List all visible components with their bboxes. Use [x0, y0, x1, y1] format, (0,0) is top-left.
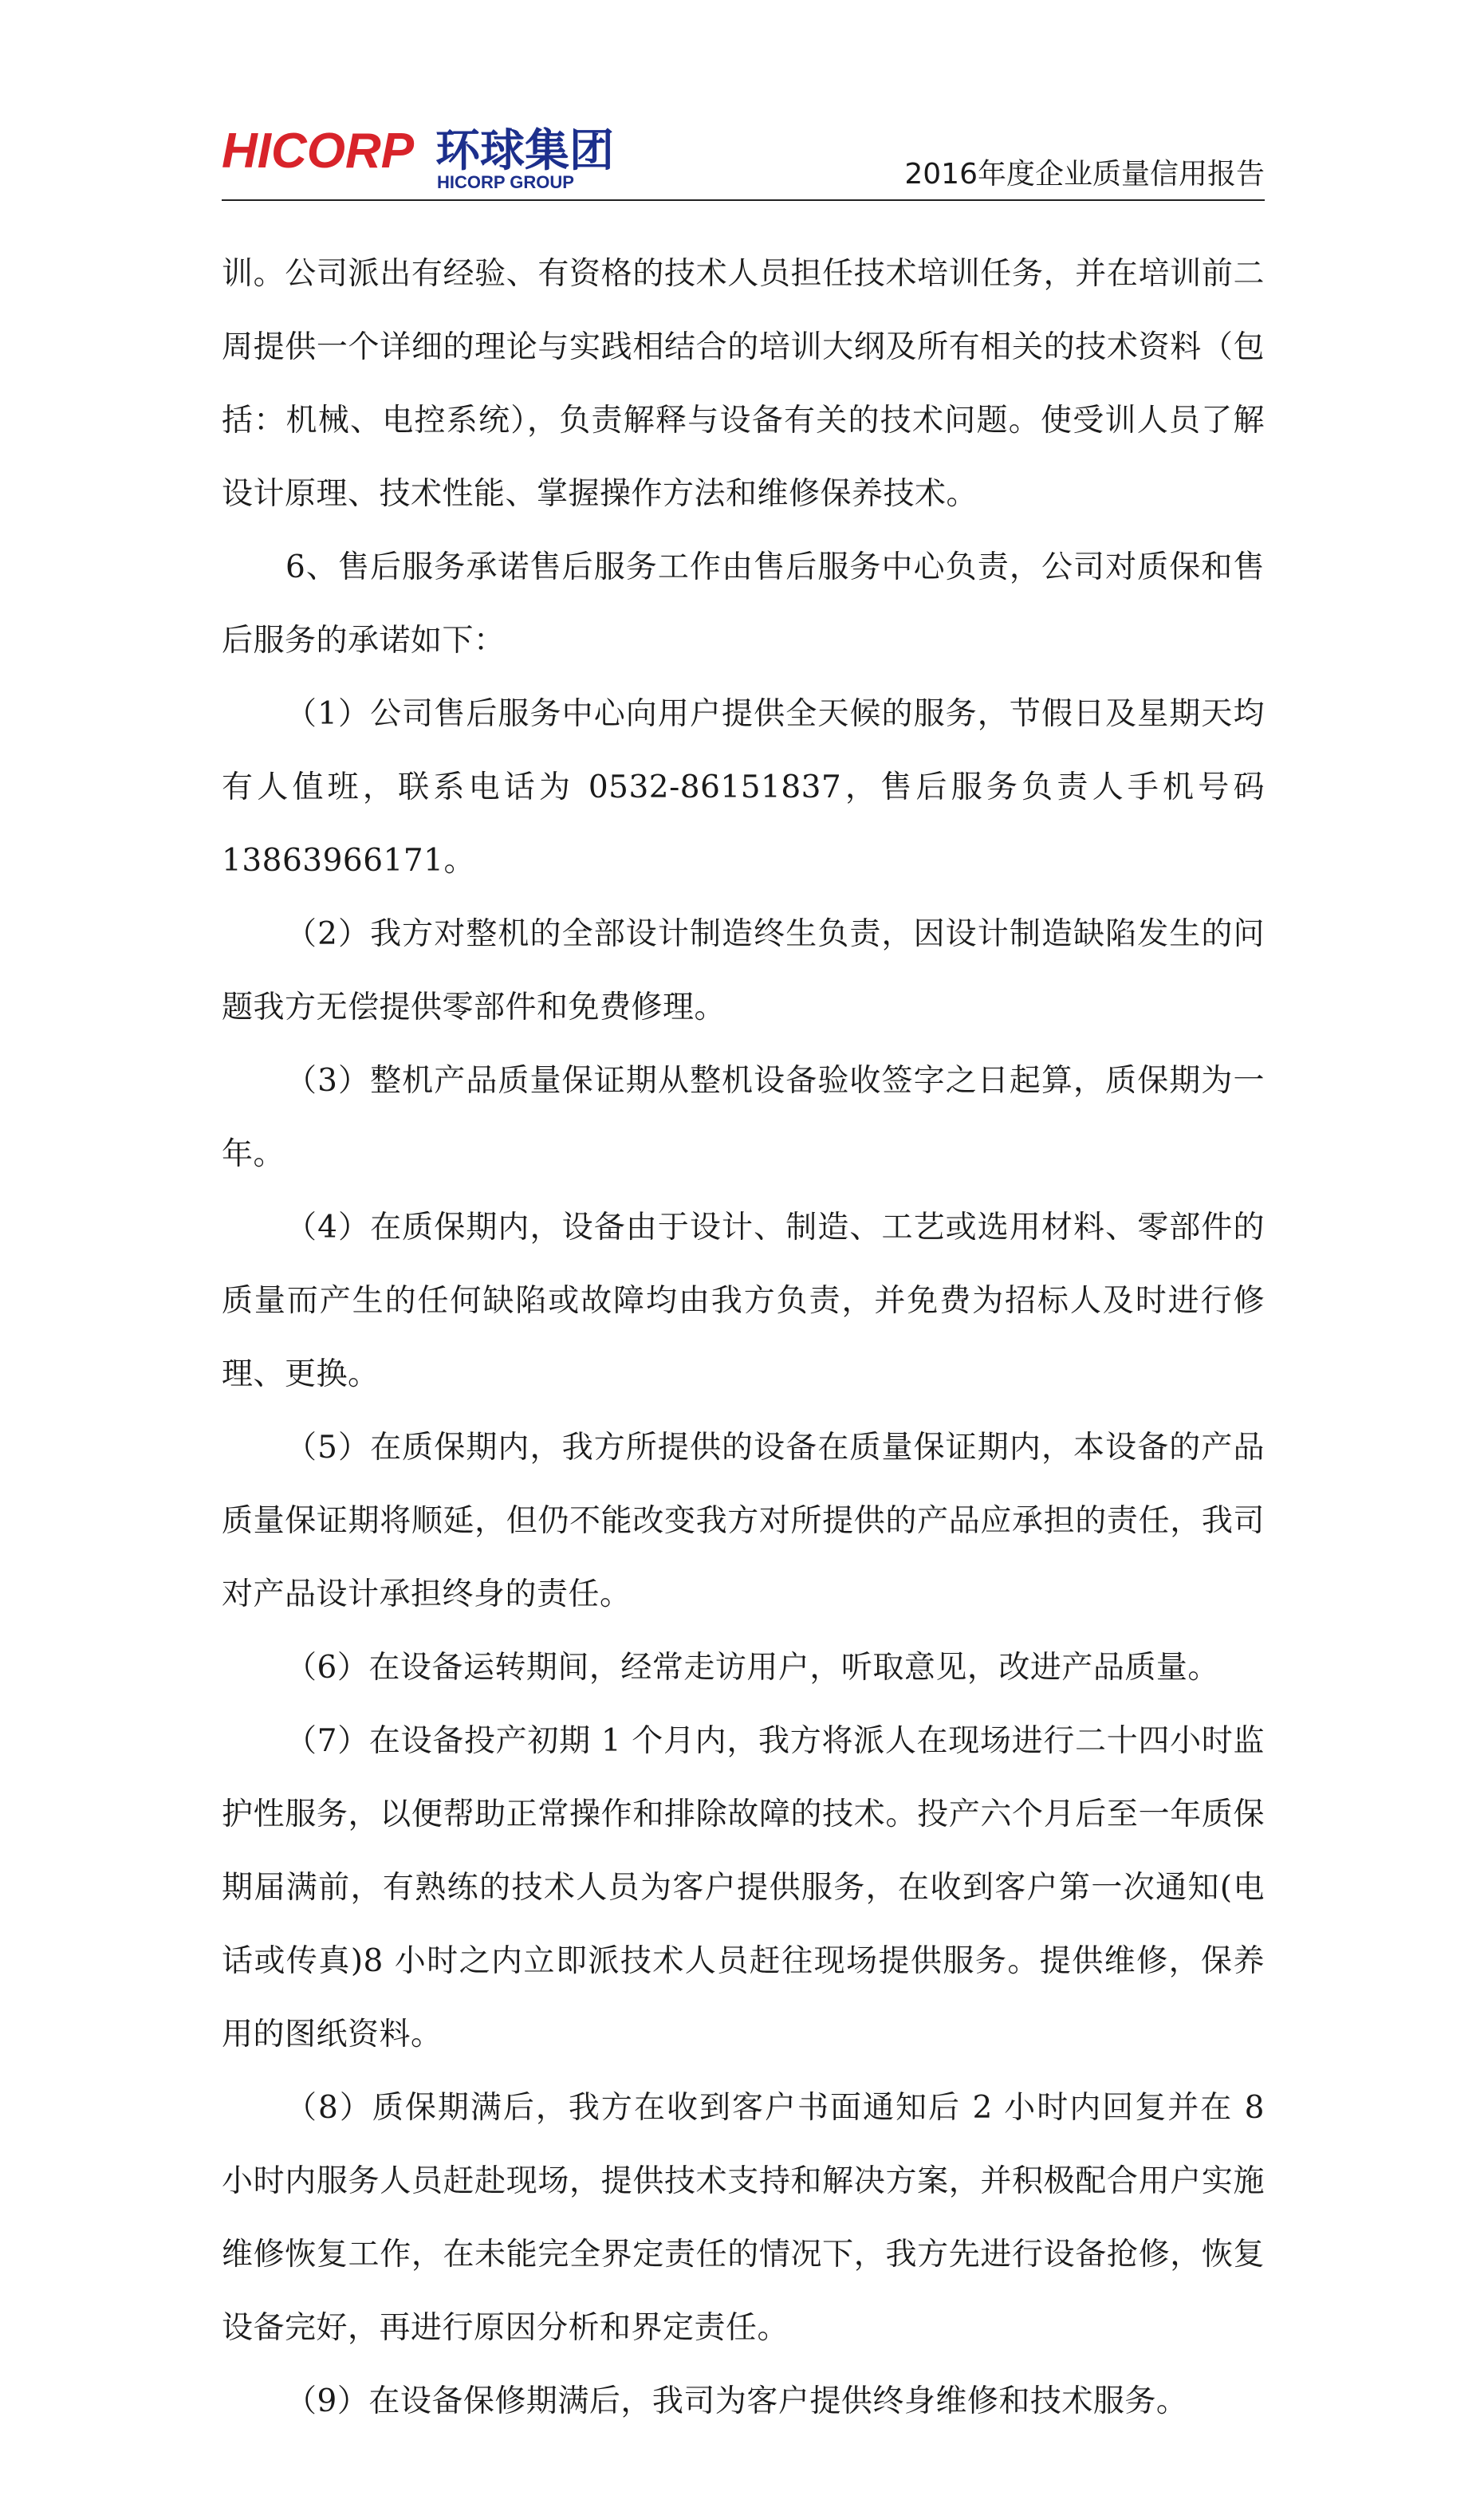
body-paragraph: （6）在设备运转期间，经常走访用户，听取意见，改进产品质量。 [285, 1650, 1219, 1686]
logo-chinese-name: 环球集团 [435, 125, 614, 177]
hicorp-logo [222, 120, 656, 191]
body-paragraph: （3）整机产品质量保证期从整机设备验收签字之日起算，质保期为一年。 [222, 1063, 1265, 1172]
body-paragraph: （1）公司售后服务中心向用户提供全天候的服务，节假日及星期天均有人值班，联系电话为 0532-86151837，售后服务负责人手机号码 13863966171。 [222, 696, 1265, 879]
logo-subtitle: HICORP GROUP [437, 172, 574, 191]
body-paragraph: 训。公司派出有经验、有资格的技术人员担任技术培训任务，并在培训前二周提供一个详细的理论与实践相结合的培训大纲及所有相关的技术资料（包括：机械、电控系统），负责解释与设备有关的技术问题。使受训人员了解设计原理、技术性能、掌握操作方法和维修保养技术。 [222, 256, 1265, 512]
body-paragraph: （5）在质保期内，我方所提供的设备在质量保证期内，本设备的产品质量保证期将顺延，但仍不能改变我方对所提供的产品应承担的责任，我司对产品设计承担终身的责任。 [222, 1430, 1265, 1612]
body-paragraph: （9）在设备保修期满后，我司为客户提供终身维修和技术服务。 [285, 2383, 1188, 2419]
body-paragraph: （2）我方对整机的全部设计制造终生负责，因设计制造缺陷发生的问题我方无偿提供零部件和免费修理。 [222, 916, 1265, 1025]
logo-brand-text: HICORP [222, 124, 415, 179]
body-paragraph: （4）在质保期内，设备由于设计、制造、工艺或选用材料、零部件的质量而产生的任何缺陷或故障均由我方负责，并免费为招标人及时进行修理、更换。 [222, 1210, 1265, 1392]
body-paragraph: 6、售后服务承诺售后服务工作由售后服务中心负责，公司对质保和售后服务的承诺如下： [222, 549, 1265, 659]
report-title: 2016年度企业质量信用报告 [904, 158, 1265, 191]
body-paragraph: （8）质保期满后，我方在收到客户书面通知后 2 小时内回复并在 8 小时内服务人员赶赴现场，提供技术支持和解决方案，并积极配合用户实施维修恢复工作，在未能完全界定责任的情况下，我方先进行设备抢修，恢复设备完好，再进行原因分析和界定责任。 [222, 2090, 1265, 2346]
body-paragraph: （7）在设备投产初期 1 个月内，我方将派人在现场进行二十四小时监护性服务，以便帮助正常操作和排除故障的技术。投产六个月后至一年质保期届满前，有熟练的技术人员为客户提供服务，在收到客户第一次通知(电话或传真)8 小时之内立即派技术人员赶往现场提供服务。提供维修，保养用的图纸资料。 [222, 1723, 1265, 2052]
document-body [222, 238, 1265, 2438]
page-header [222, 120, 1265, 199]
header-divider [222, 199, 1265, 201]
